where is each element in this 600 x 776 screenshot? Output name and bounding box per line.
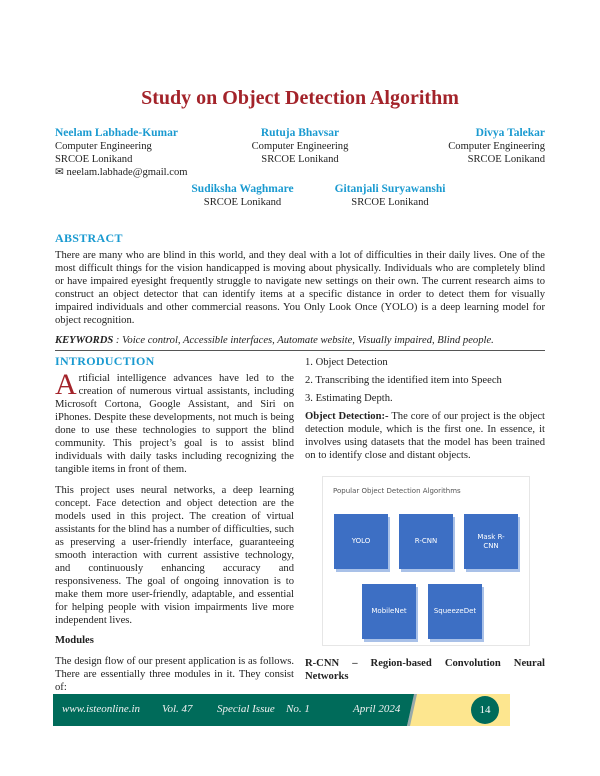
intro-paragraph-1 [55, 368, 294, 476]
object-detection-label: Object Detection:- [305, 411, 389, 422]
list-item: 1. Object Detection [305, 357, 388, 368]
intro-paragraph-2: This project uses neural networks, a deep learning concept. Face detection and object detection are the models used in this project. The creation of virtual assistants for the blind has a number of difficulties, such as preserving a user-friendly interface, guaranteeing smooth interaction with current assistive technology, and continuously enhancing accuracy and responsiveness. The goal of ongoing innovation is to make them more user-friendly, adaptable, and essential for helping people with vision impairments live more independent lives. [55, 485, 294, 626]
author-3 [448, 127, 545, 166]
intro-p1-text: rtificial intelligence advances have led to the creation of numerous virtual assistants, including Microsoft Cortona, Google Assistant, and Siri on iPhones. Despite these developments, not much is being done to use these technologies to support the blind community. This project’s goal is to assist blind individuals with daily tasks including recognizing the tangible items in front of them. [55, 373, 294, 475]
abstract-heading: ABSTRACT [55, 231, 123, 245]
author-inst: SRCOE Lonikand [261, 154, 339, 165]
footer-volume: Vol. 47 [162, 703, 193, 715]
author-email[interactable]: neelam.labhade@gmail.com [66, 167, 188, 178]
tile-mask-rcnn: Mask R-CNN [464, 514, 518, 569]
author-dept: Computer Engineering [448, 141, 545, 152]
footer-number: No. 1 [286, 703, 310, 715]
intro-heading: INTRODUCTION [55, 354, 155, 368]
author-inst: SRCOE Lonikand [351, 197, 429, 208]
author-4 [170, 183, 315, 209]
drop-cap: A [55, 368, 77, 401]
modules-heading: Modules [55, 635, 94, 646]
footer-issue: Special Issue [217, 703, 275, 715]
footer [53, 694, 510, 726]
author-inst: SRCOE Lonikand [55, 154, 133, 165]
list-item: 2. Transcribing the identified item into Speech [305, 375, 502, 386]
tile-yolo: YOLO [334, 514, 388, 569]
footer-date: April 2024 [353, 703, 401, 715]
keywords [55, 334, 545, 347]
left-column [55, 355, 294, 694]
rcnn-heading: R-CNN – Region-based Convolution Neural Networks [305, 658, 545, 682]
divider [55, 350, 545, 351]
author-name: Neelam Labhade-Kumar [55, 127, 178, 139]
author-name: Divya Talekar [475, 127, 545, 139]
author-inst: SRCOE Lonikand [467, 154, 545, 165]
footer-url[interactable]: www.isteonline.in [62, 703, 141, 715]
author-name: Sudiksha Waghmare [191, 183, 294, 195]
author-2 [200, 127, 400, 166]
author-dept: Computer Engineering [251, 141, 349, 152]
paper-title: Study on Object Detection Algorithm [141, 87, 459, 109]
tile-mobilenet: MobileNet [362, 584, 416, 639]
algorithms-figure [322, 476, 530, 646]
author-5 [315, 183, 465, 209]
email-icon: ✉ [55, 167, 64, 178]
list-item: 3. Estimating Depth. [305, 393, 393, 404]
tile-rcnn: R-CNN [399, 514, 453, 569]
page-number: 14 [471, 696, 499, 724]
author-inst: SRCOE Lonikand [203, 197, 282, 208]
modules-list [305, 356, 545, 405]
author-dept: Computer Engineering [55, 141, 152, 152]
object-detection-text: The core of our project is the object detection module, which is the first one. In essence, it involves using datasets that the model has been trained on to identify close and distant objects. [305, 411, 545, 461]
modules-text: The design flow of our present application is as follows. There are essentially three modules in it. They consist of: [55, 656, 294, 693]
right-column [305, 356, 545, 462]
author-name: Gitanjali Suryawanshi [334, 183, 446, 195]
figure-caption: Popular Object Detection Algorithms [333, 487, 461, 495]
abstract-text: There are many who are blind in this world, and they deal with a lot of difficulties in their daily lives. One of the most difficult things for the vision handicapped is moving about physically. Individuals who are completely blind or have impaired eyesight frequently struggle to navigate new settings on their own. The current research aims to construct an object detector that can identify items at a specific distance in order to detect them for visually impaired individuals and other commercial reasons. You Only Look Once (YOLO) is a deep learning model for object recognition. [55, 250, 545, 326]
keywords-text: : Voice control, Accessible interfaces, Automate website, Visually impaired, Blind people. [113, 335, 494, 346]
author-1 [55, 127, 188, 179]
author-name: Rutuja Bhavsar [260, 127, 340, 139]
keywords-label: KEYWORDS [55, 335, 114, 346]
tile-squeezedet: SqueezeDet [428, 584, 482, 639]
object-detection-paragraph [305, 410, 545, 462]
